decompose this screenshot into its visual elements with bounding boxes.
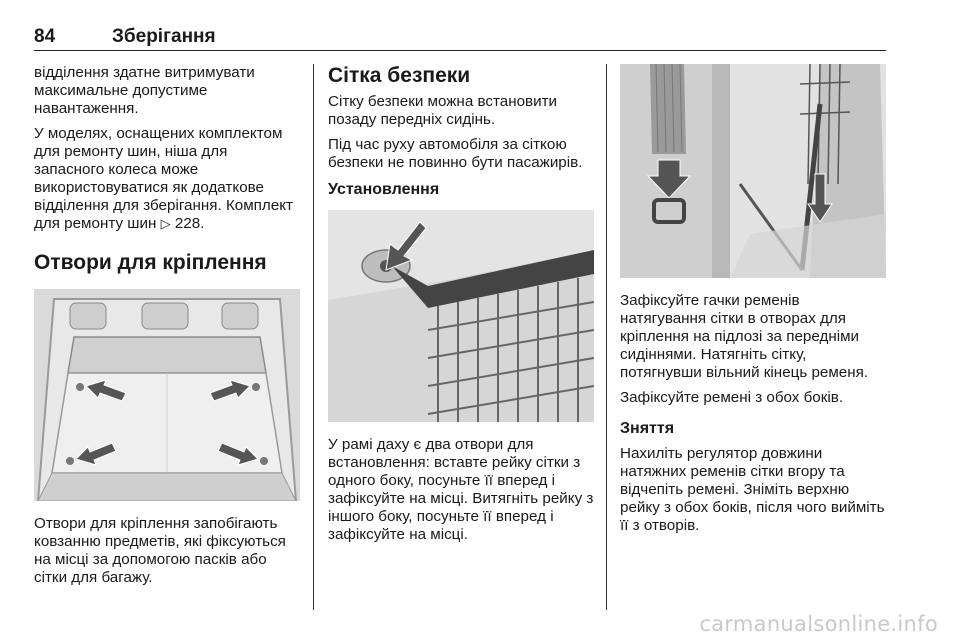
paragraph: У рамі даху є два отвори для встановлення: вставте рейку сітки з одного боку, посуньте її вперед і зафіксуйте на місці. Витягніть рейку з іншого боку, посуньте її вперед і зафіксуйте на місці.: [328, 436, 594, 543]
page-header: [34, 22, 886, 51]
column-divider: [606, 64, 607, 610]
safety-net-installation-illustration: [328, 210, 594, 422]
subheading: Установлення: [328, 181, 440, 198]
column-1: [34, 64, 300, 594]
column-2: [328, 64, 594, 551]
page-reference[interactable]: 228.: [174, 215, 205, 232]
page-number: 84: [34, 26, 56, 47]
page-reference-icon: ▷: [160, 216, 171, 231]
cargo-anchors-illustration: [34, 289, 300, 501]
paragraph: Нахиліть регулятор довжини натяжних ременів сітки вгору та відчепіть ремені. Зніміть верхню рейку з обох боків, після чого вийміть її з отворів.: [620, 445, 885, 534]
net-strap-fixing-illustration: [620, 64, 886, 278]
column-3: [620, 64, 888, 542]
section-heading: Сітка безпеки: [328, 64, 471, 87]
column-divider: [313, 64, 314, 610]
section-title: Зберігання: [112, 26, 216, 47]
paragraph: У моделях, оснащених комплектом для ремонту шин, ніша для запасного колеса може використовуватися як додаткове відділення для зберігання. Комплект для ремонту шин ▷ 228.: [34, 125, 293, 232]
figure-caption: Отвори для кріплення запобігають ковзанню предметів, які фіксуються на місці за допомогою пасків або сітки для багажу.: [34, 515, 286, 586]
watermark: carmanualsonline.info: [699, 612, 938, 636]
section-heading: Отвори для кріплення: [34, 251, 267, 274]
paragraph: Сітку безпеки можна встановити позаду передніх сидінь.: [328, 93, 558, 128]
subheading: Зняття: [620, 420, 675, 437]
paragraph: Зафіксуйте гачки ременів натягування сітки в отворах для кріплення на підлозі за передніми сидіннями. Натягніть сітку, потягнувши вільний кінець ременя.: [620, 292, 869, 381]
paragraph: Під час руху автомобіля за сіткою безпеки не повинно бути пасажирів.: [328, 136, 583, 171]
paragraph: відділення здатне витримувати максимальне допустиме навантаження.: [34, 64, 255, 117]
paragraph: Зафіксуйте ремені з обох боків.: [620, 389, 844, 406]
